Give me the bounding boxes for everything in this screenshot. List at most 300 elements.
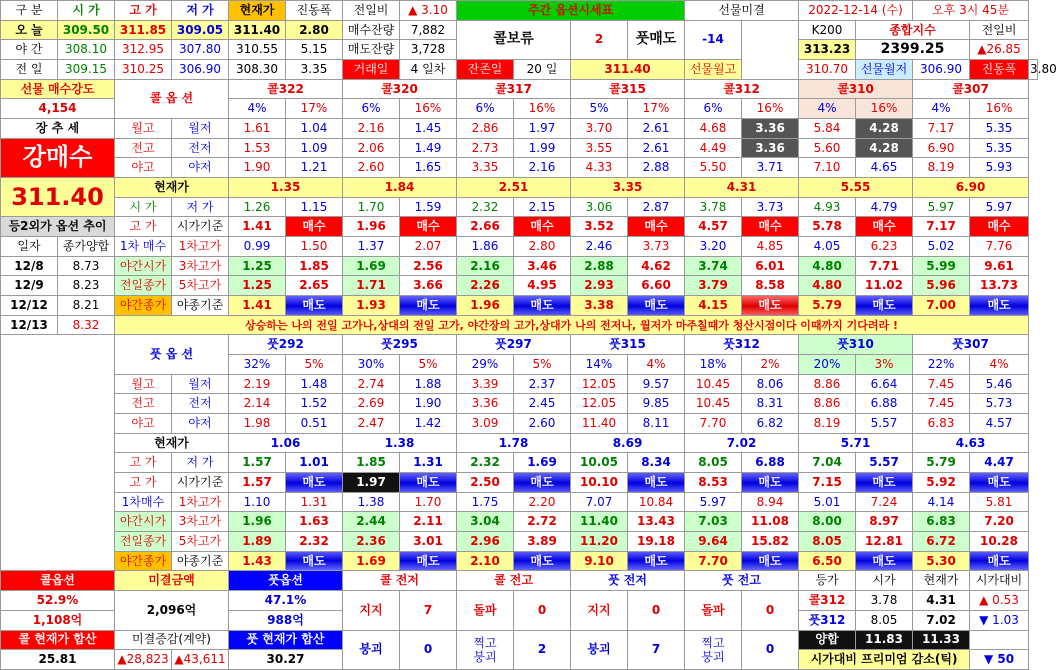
call-t3-high: 6.01 [742, 256, 799, 276]
call-t1: 5.02 [913, 237, 970, 257]
put-pct: 5% [286, 355, 343, 375]
put-break-count: 0 [742, 591, 799, 630]
call-sum-label: 콜 현재가 합산 [1, 630, 115, 650]
call-ph: 1.53 [229, 138, 286, 158]
call-t3: 3.74 [685, 256, 742, 276]
put-t5-high: 10.28 [970, 532, 1029, 552]
put-low: 1.01 [286, 453, 343, 473]
hdr-prev: 전일비 [343, 1, 400, 21]
call-sell-signal: 매도 [628, 296, 685, 316]
kospi-diff: ▲26.85 [970, 40, 1029, 60]
open-header: 시가 [856, 571, 913, 591]
call-pct: 4% [913, 99, 970, 119]
call-t1: 2.46 [571, 237, 628, 257]
put-pl: 9.85 [628, 394, 685, 414]
put-nl: 2.60 [514, 414, 571, 434]
call-ph: 5.60 [799, 138, 856, 158]
call-mh: 3.70 [571, 119, 628, 139]
label-night-open: 야간시가 [115, 512, 172, 532]
current-header: 현재가 [913, 571, 970, 591]
hdr-high: 고 가 [115, 1, 172, 21]
hdr-range: 진동폭 [286, 1, 343, 21]
put-t1-high: 5.81 [970, 492, 1029, 512]
call-pct: 4% [799, 99, 856, 119]
row-today-label: 오 늘 [1, 20, 58, 40]
today-low: 309.05 [172, 20, 229, 40]
call-current: 1.35 [229, 178, 343, 198]
put-pct: 5% [514, 355, 571, 375]
put-pct: 30% [343, 355, 400, 375]
call-sell-signal: 매도 [400, 296, 457, 316]
put-nh: 7.70 [685, 414, 742, 434]
call-ratio: 52.9% [1, 591, 115, 611]
put-ml: 1.48 [286, 374, 343, 394]
signal-badge: 강매수 [1, 138, 115, 177]
trade-day-label: 거래일 [343, 60, 400, 80]
call-low: 1.59 [400, 197, 457, 217]
put-nl: 0.51 [286, 414, 343, 434]
left-blank-2 [1, 492, 115, 571]
call-t5-high: 6.60 [628, 276, 685, 296]
put-t3-high: 11.08 [742, 512, 799, 532]
put-night-close: 7.70 [685, 551, 742, 571]
remain-day-label: 잔존일 [457, 60, 514, 80]
row-night-label: 야 간 [1, 40, 58, 60]
page-title: 주간 옵션시세표 [457, 1, 685, 21]
put-high: 8.53 [685, 473, 742, 493]
put-t5-high: 3.89 [514, 532, 571, 552]
history-date-header: 일자 [1, 237, 58, 257]
call-nl: 5.93 [970, 158, 1029, 178]
label-prev-high: 전고 [115, 394, 172, 414]
trade-day-value: 4 일차 [400, 60, 457, 80]
time: 오후 3시 45분 [913, 1, 1029, 21]
put-pct: 4% [628, 355, 685, 375]
put-sell-signal: 매도 [742, 551, 799, 571]
night-open: 308.10 [58, 40, 115, 60]
put-t5-high: 15.82 [742, 532, 799, 552]
call-open: 5.97 [913, 197, 970, 217]
label-5th-high: 5차고가 [172, 276, 229, 296]
history-sum: 8.73 [58, 256, 115, 276]
put-collapse-label: 붕괴 [571, 630, 628, 670]
atm-call-current: 4.31 [913, 591, 970, 611]
sell-remain-label: 매도잔량 [343, 40, 400, 60]
call-buy-signal: 매수 [400, 217, 457, 237]
put-break-label: 돌파 [685, 591, 742, 630]
call-pl: 1.49 [400, 138, 457, 158]
put-ph: 8.86 [799, 394, 856, 414]
call-t1-high: 3.73 [628, 237, 685, 257]
put-t5-high: 19.18 [628, 532, 685, 552]
call-night-close: 1.96 [457, 296, 514, 316]
put-t3-high: 2.11 [400, 512, 457, 532]
atm-put-diff: ▼ 1.03 [970, 610, 1029, 630]
put-strike: 풋310 [799, 335, 913, 355]
put-t5: 1.89 [229, 532, 286, 552]
call-buy-signal: 매수 [856, 217, 913, 237]
prev-range: 3.35 [286, 60, 343, 80]
call-t1: 4.05 [799, 237, 856, 257]
range-value: 3.80 [1029, 60, 1038, 80]
today-high: 311.85 [115, 20, 172, 40]
buy-remain-label: 매수잔량 [343, 20, 400, 40]
strategy-note: 상승하는 나의 전일 고가나,상대의 전일 고가, 야간장의 고가,상대가 나의 전저나, 월저가 마주칠때가 청산시점이다 이때까지 기다려라 ! [115, 315, 1029, 335]
call-t3: 5.99 [913, 256, 970, 276]
call-open: 4.93 [799, 197, 856, 217]
big-price: 311.40 [571, 60, 685, 80]
call-t1: 3.20 [685, 237, 742, 257]
call-sell-signal: 매도 [286, 296, 343, 316]
call-t3-high: 7.71 [856, 256, 913, 276]
futures-unsettled-label: 선물미결 [685, 1, 799, 21]
label-night-close: 야간종가 [115, 296, 172, 316]
put-high: 1.57 [229, 473, 286, 493]
put-sell-signal: 매도 [286, 551, 343, 571]
put-ph: 7.45 [913, 394, 970, 414]
label-prev-low: 전저 [172, 394, 229, 414]
call-t5: 3.79 [685, 276, 742, 296]
call-night-close: 5.79 [799, 296, 856, 316]
put-ml: 8.06 [742, 374, 799, 394]
call-option-label: 콜옵션 [1, 571, 115, 591]
call-buy-signal: 매수 [286, 217, 343, 237]
history-sum-header: 종가양합 [58, 237, 115, 257]
put-ph: 2.14 [229, 394, 286, 414]
k200-value: 313.23 [799, 40, 856, 60]
put-low: 4.47 [970, 453, 1029, 473]
put-current: 1.06 [229, 433, 343, 453]
call-buy-signal: 매수 [628, 217, 685, 237]
put-mh: 8.86 [799, 374, 856, 394]
put-strike: 풋297 [457, 335, 571, 355]
call-mh: 4.68 [685, 119, 742, 139]
prev-change: ▲ 3.10 [400, 1, 457, 21]
label-night-base: 야종기준 [172, 296, 229, 316]
call-prevhigh-header: 콜 전고 [457, 571, 571, 591]
put-t5: 8.05 [799, 532, 856, 552]
put-t1: 5.01 [799, 492, 856, 512]
put-t1-high: 1.31 [286, 492, 343, 512]
call-hold-label: 콜보류 [457, 20, 571, 59]
put-nl: 4.57 [970, 414, 1029, 434]
put-t3: 7.03 [685, 512, 742, 532]
call-t5-high: 3.66 [400, 276, 457, 296]
call-t1-high: 2.80 [514, 237, 571, 257]
put-t5: 2.96 [457, 532, 514, 552]
premium-label: 시가대비 프리미엄 감소(틱) [799, 650, 970, 670]
call-ml: 5.35 [970, 119, 1029, 139]
call-t1: 1.37 [343, 237, 400, 257]
call-night-close: 1.93 [343, 296, 400, 316]
call-t5: 2.26 [457, 276, 514, 296]
put-pl: 8.31 [742, 394, 799, 414]
call-pl: 4.28 [856, 138, 913, 158]
put-ml: 9.57 [628, 374, 685, 394]
kospi-value: 2399.25 [856, 40, 970, 60]
put-pct: 5% [400, 355, 457, 375]
call-low: 4.79 [856, 197, 913, 217]
put-ph: 12.05 [571, 394, 628, 414]
put-sell-value: -14 [685, 20, 742, 59]
call-t3: 2.16 [457, 256, 514, 276]
put-nh: 6.83 [913, 414, 970, 434]
call-t1: 0.99 [229, 237, 286, 257]
call-nh: 8.19 [913, 158, 970, 178]
put-open: 8.05 [685, 453, 742, 473]
put-t1: 1.10 [229, 492, 286, 512]
call-current: 2.51 [457, 178, 571, 198]
call-amount: 1,108억 [1, 610, 115, 630]
call-t3-high: 2.56 [400, 256, 457, 276]
call-ml: 1.45 [400, 119, 457, 139]
strength-label: 선물 매수강도 [1, 79, 115, 99]
put-option-label: 풋옵션 [229, 571, 343, 591]
label-night-open: 야간시가 [115, 256, 172, 276]
prev-high: 310.25 [115, 60, 172, 80]
put-t5: 2.36 [343, 532, 400, 552]
night-range: 5.15 [286, 40, 343, 60]
call-ph: 4.49 [685, 138, 742, 158]
put-sell-signal: 매도 [400, 473, 457, 493]
call-t5: 5.96 [913, 276, 970, 296]
put-t5-high: 12.81 [856, 532, 913, 552]
put-ml: 5.46 [970, 374, 1029, 394]
sum-open: 11.83 [856, 630, 913, 650]
put-open: 5.79 [913, 453, 970, 473]
call-nh: 4.33 [571, 158, 628, 178]
call-high: 2.66 [457, 217, 514, 237]
label-night-high: 야고 [115, 158, 172, 178]
sell-remain: 3,728 [400, 40, 457, 60]
put-prevlow-header: 풋 전저 [571, 571, 685, 591]
put-t3-high: 8.97 [856, 512, 913, 532]
call-break-count: 0 [514, 591, 571, 630]
call-t1-high: 6.23 [856, 237, 913, 257]
put-ratio: 47.1% [229, 591, 343, 611]
call-night-close: 7.00 [913, 296, 970, 316]
call-current-label: 현재가 [115, 178, 229, 198]
today-range: 2.80 [286, 20, 343, 40]
put-strike: 풋295 [343, 335, 457, 355]
put-nh: 11.40 [571, 414, 628, 434]
put-pl: 1.90 [400, 394, 457, 414]
put-night-close: 1.69 [343, 551, 400, 571]
futures-unsettled-blank [742, 20, 799, 79]
put-open: 10.05 [571, 453, 628, 473]
fut-month-low-value: 306.90 [913, 60, 970, 80]
put-sum-value: 30.27 [229, 650, 343, 670]
call-nl: 4.65 [856, 158, 913, 178]
put-low: 1.69 [514, 453, 571, 473]
label-1st-high: 1차고가 [172, 237, 229, 257]
call-ml: 3.36 [742, 119, 799, 139]
call-collapse-count: 0 [400, 630, 457, 670]
call-t1-high: 2.07 [400, 237, 457, 257]
call-nl: 1.65 [400, 158, 457, 178]
label-month-low: 월저 [172, 374, 229, 394]
call-pl: 3.36 [742, 138, 799, 158]
label-low: 저 가 [172, 197, 229, 217]
night-high: 312.95 [115, 40, 172, 60]
put-ph: 2.69 [343, 394, 400, 414]
call-low: 1.15 [286, 197, 343, 217]
put-ml: 2.37 [514, 374, 571, 394]
call-pct: 5% [571, 99, 628, 119]
put-night-close: 1.43 [229, 551, 286, 571]
call-pct: 16% [856, 99, 913, 119]
prev-low: 306.90 [172, 60, 229, 80]
call-high: 7.17 [913, 217, 970, 237]
label-1st-buy: 1차매수 [115, 492, 172, 512]
call-hold-value: 2 [571, 20, 628, 59]
put-touch-label: 찍고 붕괴 [685, 630, 742, 670]
put-t1-high: 8.94 [742, 492, 799, 512]
call-open: 1.26 [229, 197, 286, 217]
label-prev-close: 전일종가 [115, 532, 172, 552]
label-high: 고 가 [115, 217, 172, 237]
label-prev-low: 전저 [172, 138, 229, 158]
put-sell-signal: 매도 [742, 473, 799, 493]
call-pct: 16% [970, 99, 1029, 119]
call-t5: 1.25 [229, 276, 286, 296]
call-sell-signal: 매도 [856, 296, 913, 316]
put-current: 1.38 [343, 433, 457, 453]
put-sell-signal: 매도 [514, 473, 571, 493]
atm-put-open: 8.05 [856, 610, 913, 630]
put-nh: 2.47 [343, 414, 400, 434]
put-pl: 1.52 [286, 394, 343, 414]
call-mh: 7.17 [913, 119, 970, 139]
put-pct: 18% [685, 355, 742, 375]
label-1st-buy: 1차 매수 [115, 237, 172, 257]
put-ph: 3.36 [457, 394, 514, 414]
call-pl: 2.61 [628, 138, 685, 158]
prev-open: 309.15 [58, 60, 115, 80]
label-night-close: 야간종가 [115, 551, 172, 571]
put-current: 7.02 [685, 433, 799, 453]
call-ml: 1.04 [286, 119, 343, 139]
put-t5-high: 3.01 [400, 532, 457, 552]
left-blank [1, 335, 115, 492]
premium-value: ▼ 50 [970, 650, 1029, 670]
call-t1-high: 7.76 [970, 237, 1029, 257]
atm-call-diff: ▲ 0.53 [970, 591, 1029, 611]
call-current: 1.84 [343, 178, 457, 198]
call-collapse-label: 붕괴 [343, 630, 400, 670]
unsettled-change-label: 미결증감(계약) [115, 630, 229, 650]
put-t3-high: 2.72 [514, 512, 571, 532]
label-month-high: 월고 [115, 119, 172, 139]
unsettled-label: 미결금액 [115, 571, 229, 591]
call-low: 5.97 [970, 197, 1029, 217]
put-current: 5.71 [799, 433, 913, 453]
call-night-close: 1.41 [229, 296, 286, 316]
label-open: 시 가 [115, 197, 172, 217]
put-t3-high: 7.20 [970, 512, 1029, 532]
put-mh: 2.19 [229, 374, 286, 394]
call-sell-signal: 매도 [970, 296, 1029, 316]
put-high: 5.92 [913, 473, 970, 493]
atm-header: 등가 [799, 571, 856, 591]
call-t3: 1.25 [229, 256, 286, 276]
put-current: 8.69 [571, 433, 685, 453]
put-t3: 1.96 [229, 512, 286, 532]
put-high: 7.15 [799, 473, 856, 493]
put-nh: 1.98 [229, 414, 286, 434]
put-low: 6.88 [742, 453, 799, 473]
put-pct: 3% [856, 355, 913, 375]
call-mh: 5.84 [799, 119, 856, 139]
call-pl: 1.09 [286, 138, 343, 158]
call-t1: 1.86 [457, 237, 514, 257]
call-high: 5.78 [799, 217, 856, 237]
atm-call: 콜312 [799, 591, 856, 611]
call-buy-signal: 매수 [970, 217, 1029, 237]
put-mh: 3.39 [457, 374, 514, 394]
history-date: 12/8 [1, 256, 58, 276]
label-low: 저 가 [172, 453, 229, 473]
put-open: 7.04 [799, 453, 856, 473]
put-current-label: 현재가 [115, 433, 229, 453]
put-t1: 1.75 [457, 492, 514, 512]
call-night-close: 3.38 [571, 296, 628, 316]
call-low: 2.87 [628, 197, 685, 217]
call-t3: 1.69 [343, 256, 400, 276]
call-nl: 2.88 [628, 158, 685, 178]
call-open: 1.70 [343, 197, 400, 217]
put-low: 8.34 [628, 453, 685, 473]
put-sum-label: 풋 현재가 합산 [229, 630, 343, 650]
fut-month-high-value: 310.70 [799, 60, 856, 80]
put-nl: 6.82 [742, 414, 799, 434]
put-pl: 6.88 [856, 394, 913, 414]
put-high: 10.10 [571, 473, 628, 493]
call-high: 1.96 [343, 217, 400, 237]
call-support-count: 7 [400, 591, 457, 630]
sum-current: 11.33 [913, 630, 970, 650]
put-ph: 10.45 [685, 394, 742, 414]
call-open: 3.06 [571, 197, 628, 217]
call-mh: 2.86 [457, 119, 514, 139]
label-month-low: 월저 [172, 119, 229, 139]
put-night-close: 9.10 [571, 551, 628, 571]
call-t3: 4.80 [799, 256, 856, 276]
sum-label: 양합 [799, 630, 856, 650]
call-sell-signal: 매도 [742, 296, 799, 316]
put-t3-high: 1.63 [286, 512, 343, 532]
call-t1-high: 1.50 [286, 237, 343, 257]
unsettled-change-2: ▲43,611 [172, 650, 229, 670]
label-night-high: 야고 [115, 414, 172, 434]
history-date: 12/9 [1, 276, 58, 296]
remain-day-value: 20 일 [514, 60, 571, 80]
put-strike: 풋292 [229, 335, 343, 355]
call-current: 3.35 [571, 178, 685, 198]
call-open: 3.78 [685, 197, 742, 217]
call-t5: 1.71 [343, 276, 400, 296]
label-prev-close: 전일종가 [115, 276, 172, 296]
hdr-division: 구 분 [1, 1, 58, 21]
history-date: 12/12 [1, 296, 58, 316]
call-pl: 1.99 [514, 138, 571, 158]
fut-month-high-label: 선물월고 [685, 60, 742, 80]
put-pct: 4% [970, 355, 1029, 375]
label-3rd-high: 3차고가 [172, 256, 229, 276]
put-open: 1.85 [343, 453, 400, 473]
label-base: 시가기준 [172, 217, 229, 237]
put-pct: 22% [913, 355, 970, 375]
